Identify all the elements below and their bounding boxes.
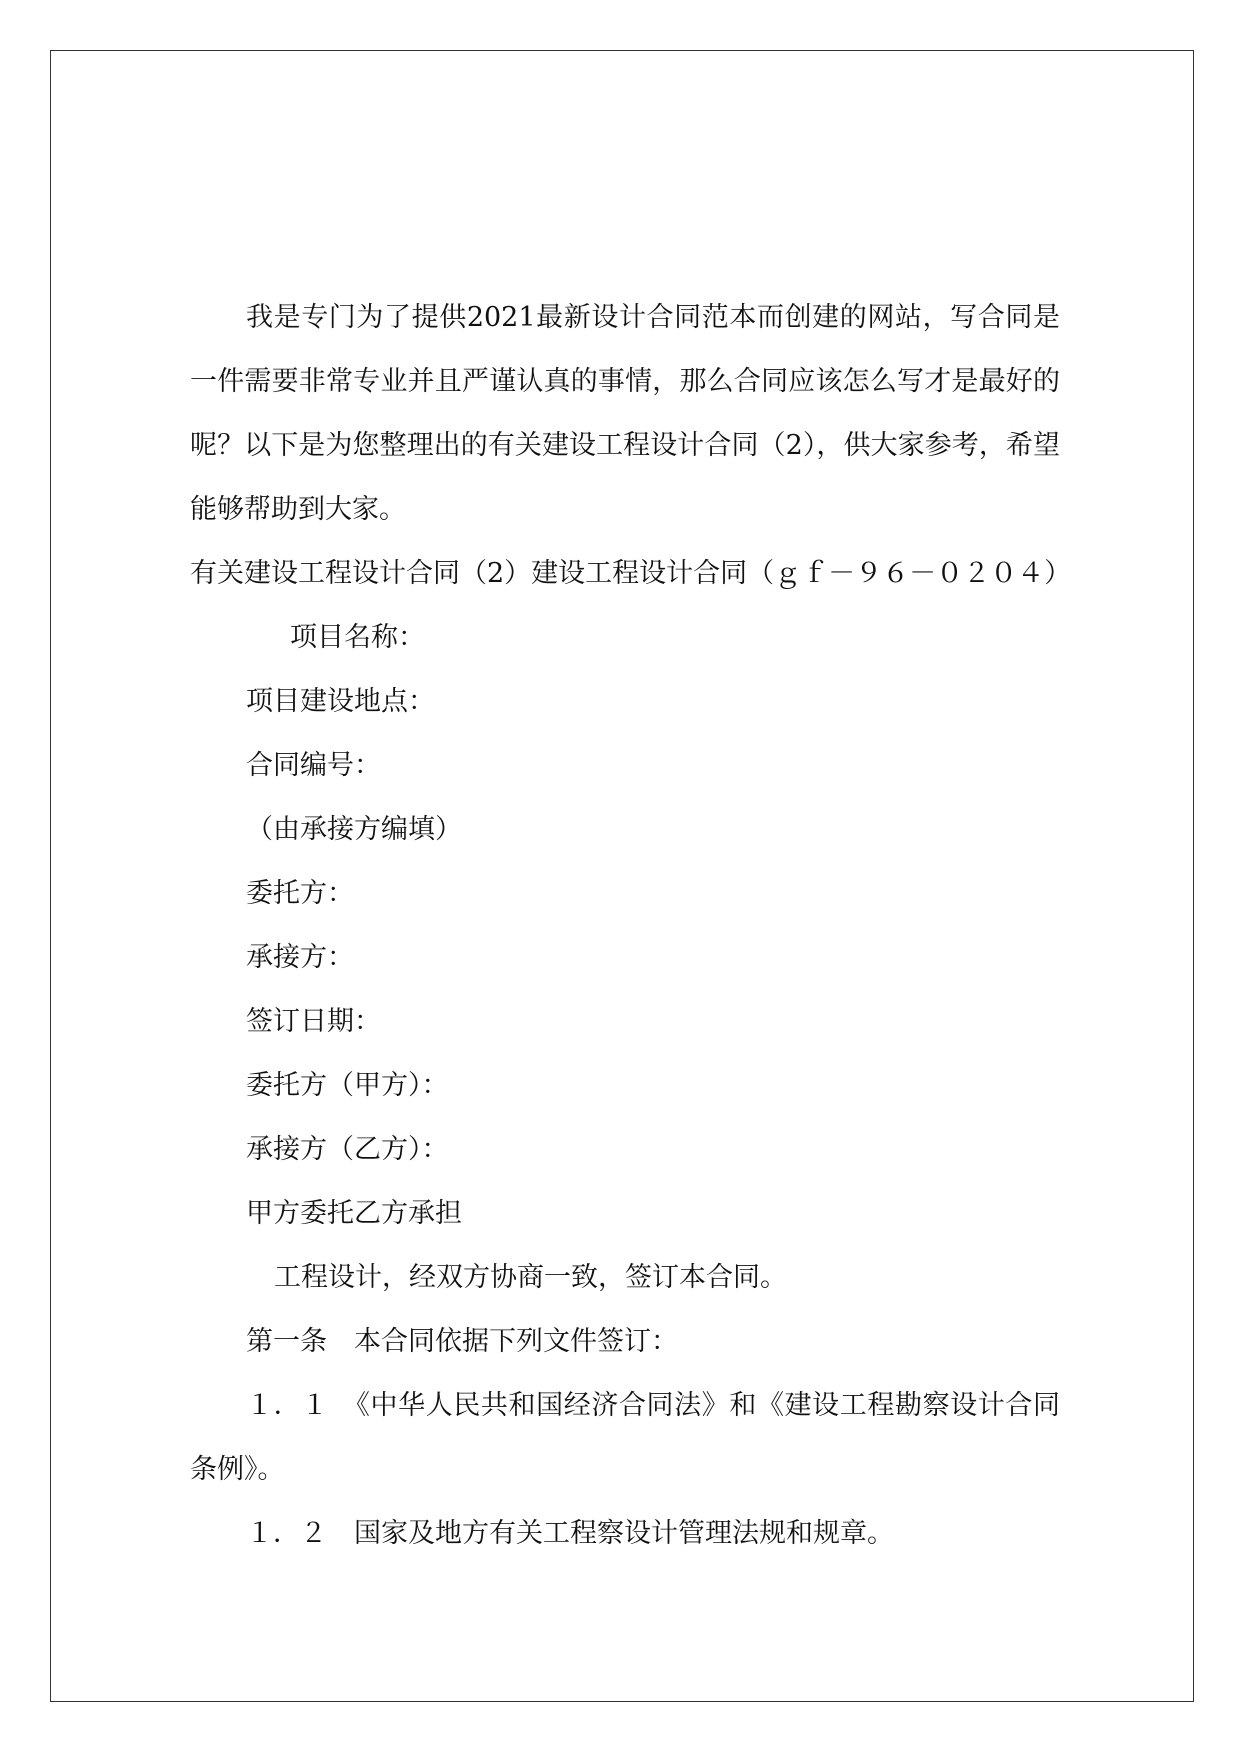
project-name-label: 项目名称： <box>290 622 425 653</box>
article-1-heading: 第一条 本合同依据下列文件签订： <box>246 1326 678 1357</box>
entrust-line-2: 工程设计，经双方协商一致，签订本合同。 <box>274 1262 787 1293</box>
contract-number-label: 合同编号： <box>246 750 381 781</box>
party-b-label: 承接方（乙方）： <box>246 1134 449 1165</box>
item-1-2: １．２ 国家及地方有关工程察设计管理法规和规章。 <box>246 1518 894 1549</box>
contract-title-paragraph <box>190 542 1072 670</box>
sign-date-label: 签订日期： <box>246 1006 381 1037</box>
intro-paragraph: 我是专门为了提供2021最新设计合同范本而创建的网站，写合同是一件需要非常专业并且严谨认真的事情，那么合同应该怎么写才是最好的呢？以下是为您整理出的有关建设工程设计合同（2），供大家参考，希望能够帮助到大家。 <box>190 302 1060 525</box>
entrust-line: 甲方委托乙方承担 <box>246 1198 462 1229</box>
document-body <box>190 286 1072 1566</box>
client-label: 委托方： <box>246 878 354 909</box>
filled-by-note: （由承接方编填） <box>246 814 462 845</box>
project-location-label: 项目建设地点： <box>246 686 435 717</box>
party-a-label: 委托方（甲方）： <box>246 1070 449 1101</box>
item-1-1: １．１ 《中华人民共和国经济合同法》和《建设工程勘察设计合同条例》。 <box>190 1390 1060 1485</box>
contract-title: 有关建设工程设计合同（2）建设工程设计合同（ｇｆ－９６－０２０４） <box>190 558 1072 589</box>
contractor-label: 承接方： <box>246 942 354 973</box>
